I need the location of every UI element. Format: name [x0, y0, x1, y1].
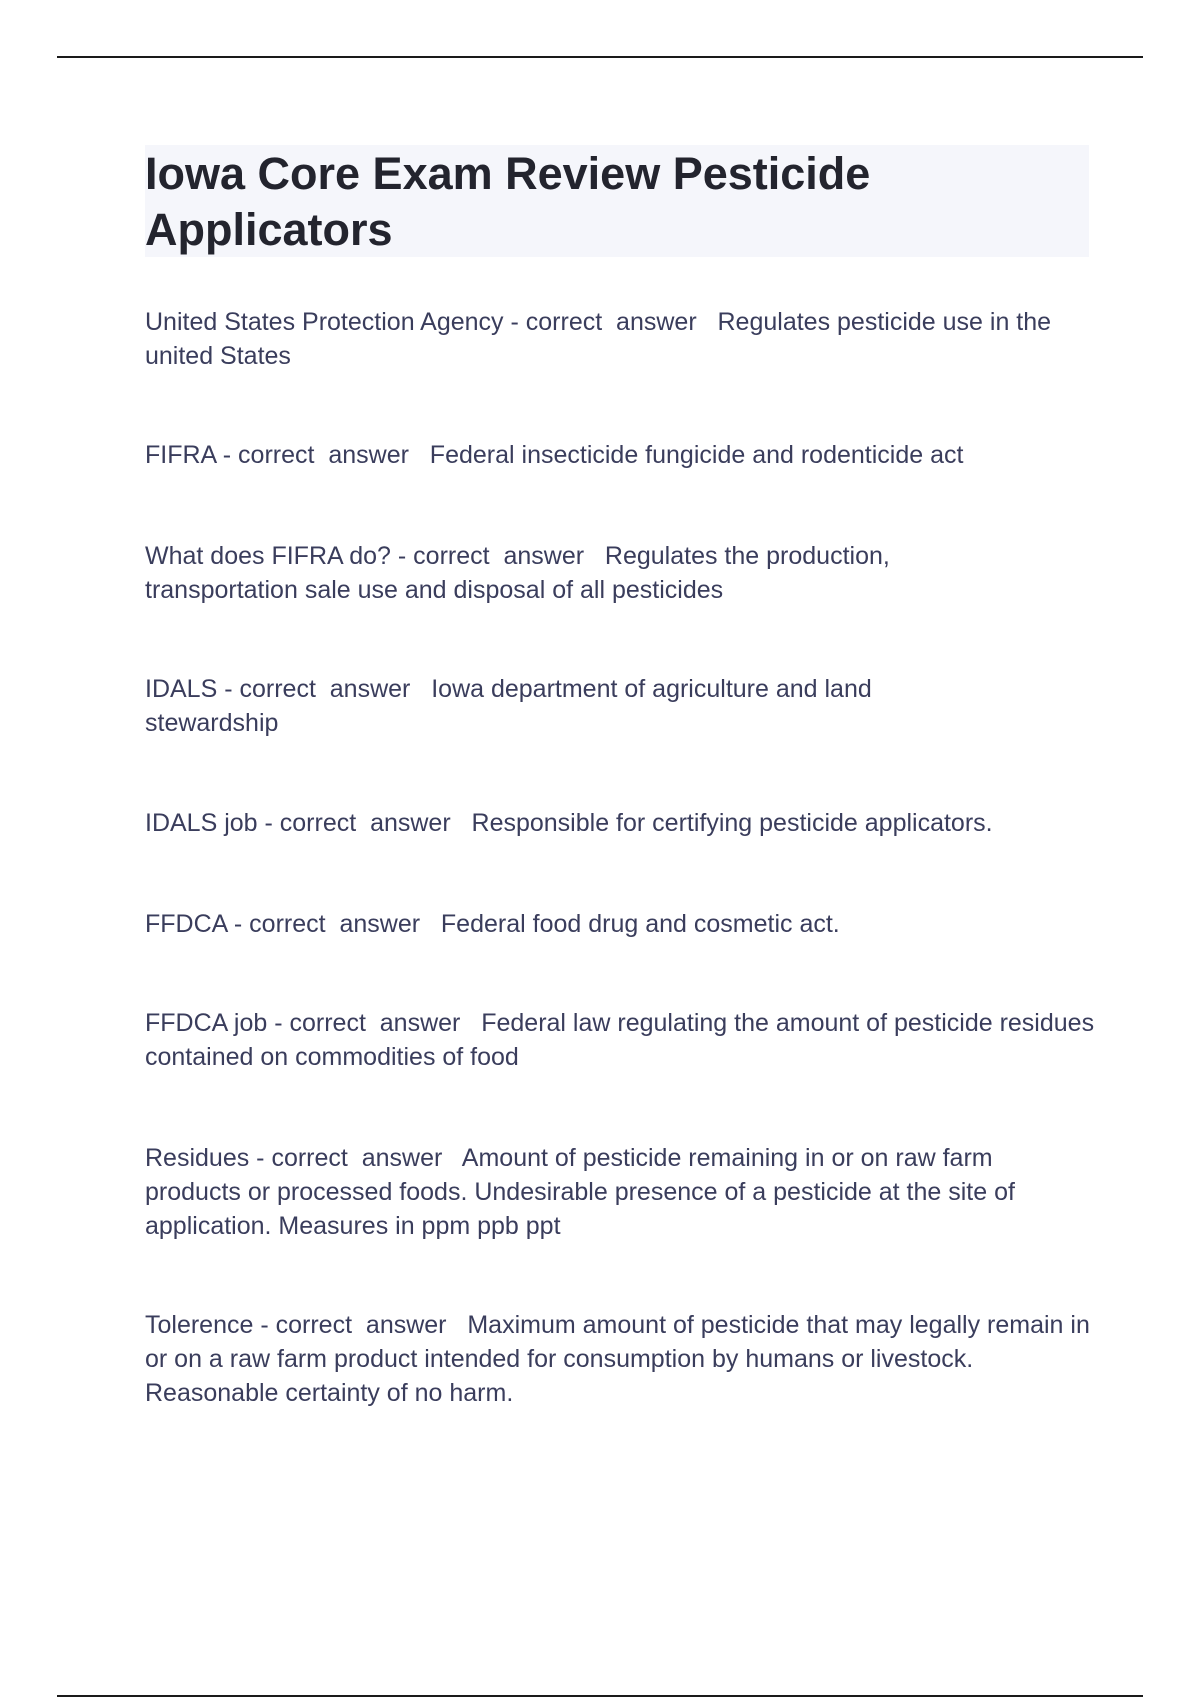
qa-answer: Federal food drug and cosmetic act. [440, 910, 840, 938]
answer-marker: - correct answer [503, 308, 718, 336]
answer-marker: - correct answer [249, 1144, 462, 1172]
qa-answer: Amount of pesticide remaining in or on raw farm products or processed foods. Undesirable presence of a pesticide at the site of application. Measures in ppm ppb ppt [145, 1144, 1022, 1240]
qa-answer: Regulates pesticide use in the united States [145, 308, 1058, 370]
qa-item-9 [145, 1308, 1095, 1410]
answer-marker: - correct answer [226, 910, 441, 938]
qa-item-4 [145, 672, 965, 740]
answer-marker: - correct answer [215, 441, 430, 469]
answer-marker: - correct answer [267, 1009, 482, 1037]
qa-item-6 [145, 907, 1095, 941]
qa-item-3 [145, 539, 965, 607]
answer-marker: - correct answer [217, 675, 432, 703]
qa-term: FFDCA job [145, 1009, 268, 1037]
qa-term: Residues [145, 1144, 250, 1172]
qa-term: IDALS job [145, 809, 258, 837]
qa-term: Tolerence [145, 1311, 254, 1339]
top-divider [57, 56, 1143, 58]
qa-answer: Federal law regulating the amount of pesticide residues contained on commodities of food [145, 1009, 1102, 1071]
qa-answer: Federal insecticide fungicide and rodenticide act [429, 441, 964, 469]
qa-term: United States Protection Agency [145, 308, 504, 336]
answer-marker: - correct answer [390, 542, 605, 570]
qa-term: FFDCA [145, 910, 227, 938]
qa-item-2 [145, 438, 1095, 472]
qa-item-7 [145, 1006, 1102, 1074]
qa-item-5 [145, 806, 1095, 840]
qa-term: What does FIFRA do? [145, 542, 391, 570]
qa-answer: Iowa department of agriculture and land stewardship [145, 675, 879, 737]
qa-item-8 [145, 1141, 1095, 1243]
qa-answer: Responsible for certifying pesticide applicators. [471, 809, 993, 837]
page-title: Iowa Core Exam Review Pesticide Applicators [145, 148, 871, 255]
bottom-divider [57, 1695, 1143, 1697]
qa-answer: Regulates the production, transportation sale use and disposal of all pesticides [145, 542, 897, 604]
answer-marker: - correct answer [257, 809, 472, 837]
qa-term: FIFRA [145, 441, 216, 469]
qa-answer: Maximum amount of pesticide that may legally remain in or on a raw farm product intended for consumption by humans or livestock. Reasonable certainty of no harm. [145, 1311, 1097, 1407]
answer-marker: - correct answer [253, 1311, 468, 1339]
qa-term: IDALS [145, 675, 218, 703]
qa-item-1 [145, 305, 1095, 373]
